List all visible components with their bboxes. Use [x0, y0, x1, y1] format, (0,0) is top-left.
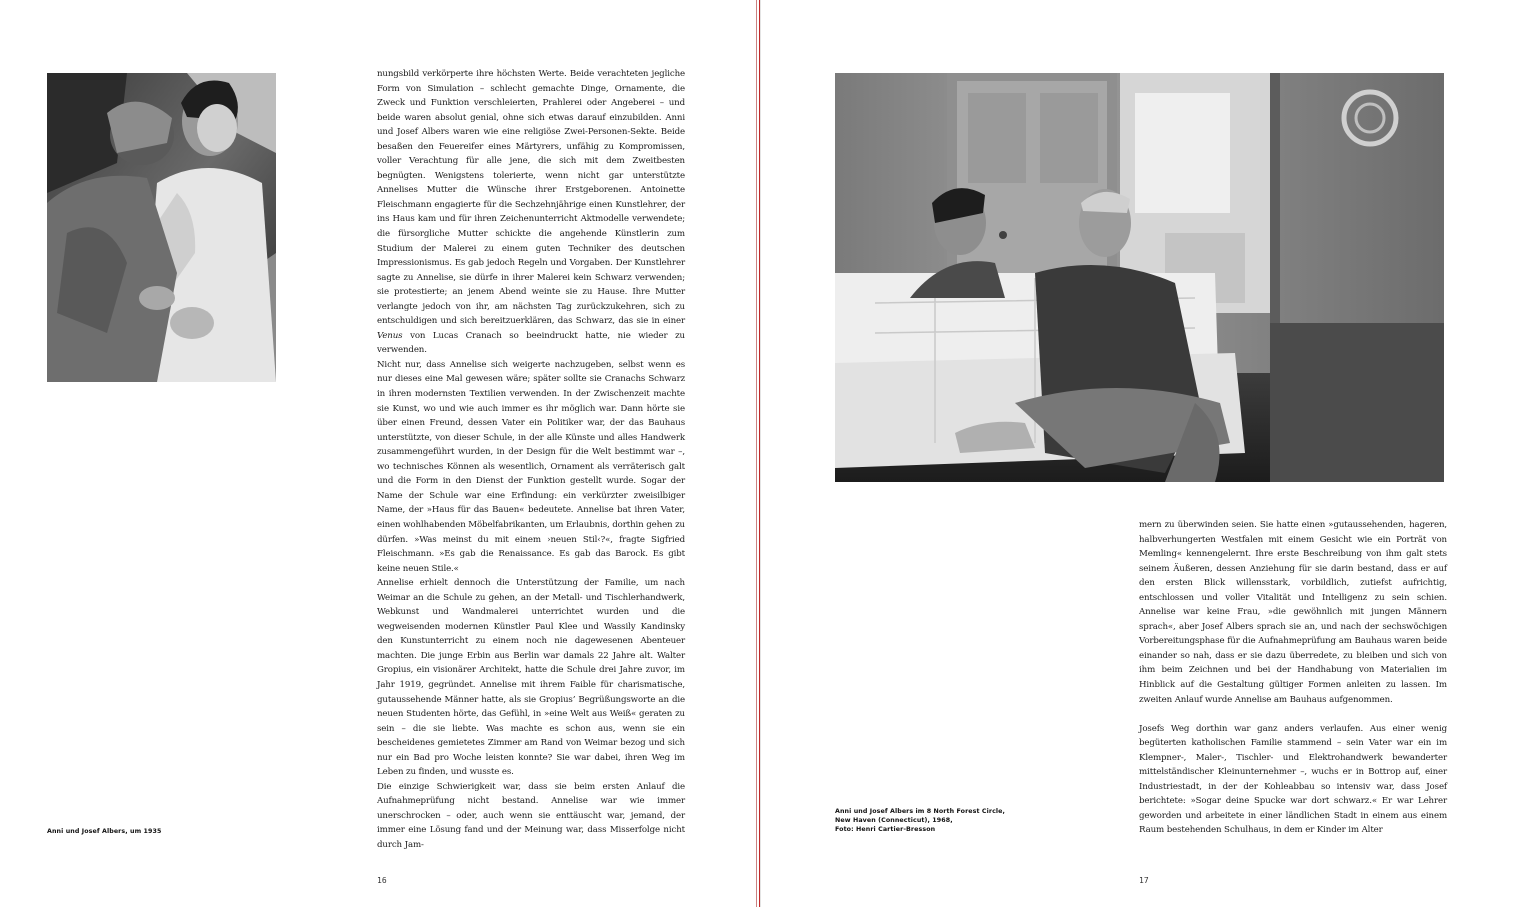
paragraph-right-1: mern zu überwinden seien. Sie hatte einen »gutaussehenden, hageren, halbverhungerten Westfalen mit einem Gesicht wie ein Porträt von Memling« kennengelernt. Ihre erste Beschreibung von ihm galt stets seinem Äußeren, dessen Anziehung für sie darin bestand, dass er auf den ersten Blick willensstark, vorbildlich, zutiefst aufrichtig, entschlossen und voller Vitalität und Intelligenz zu sein schien. Annelise war keine Frau, »die gewöhnlich mit jungen Männern sprach«, aber Josef Albers sprach sie an, und nach der sechswöchigen Vorbereitungsphase für die Aufnahmeprüfung am Bauhaus waren beide einander so nah, dass er sie dazu überredete, zu bleiben und sich von ihm beim Zeichnen und bei der Handhabung von Materialien im Hinblick auf die Gestaltung gültiger Formen anleiten zu lassen. Im zweiten Anlauf wurde Annelise am Bauhaus aufgenommen.: [1139, 520, 1447, 705]
body-text-left: [377, 67, 685, 853]
paragraph-spacer: [1139, 707, 1447, 722]
italic-venus: Venus: [377, 330, 403, 341]
paragraph-right-2: Josefs Weg dorthin war ganz anders verlaufen. Aus einer wenig begüterten katholischen Familie stammend – sein Vater war ein im Klempner-, Maler-, Tischler- und Elektrohandwerk bewanderter mittelständischer Kleinunternehmer –, wuchs er in Bottrop auf, einer Industriestadt, in der der Kohleabbau so intensiv war, dass Josef berichtete: »Sogar deine Spucke war dort schwarz.« Er war Lehrer geworden und arbeitete in einer ländlichen Stadt in einem aus einem Raum bestehenden Schulhaus, in dem er Kinder im Alter: [1139, 723, 1447, 836]
paragraph-left-3: Annelise erhielt dennoch die Unterstützung der Familie, um nach Weimar an die Schule zu gehen, an der Metall- und Tischlerhandwerk, Webkunst und Wandmalerei unterrichtet wurden und die wegweisenden modernen Künstler Paul Klee und Wassily Kandinsky den Kunstunterricht zu einem noch nie dagewesenen Abenteuer machten. Die junge Erbin aus Berlin war damals 22 Jahre alt. Walter Gropius, ein visionärer Architekt, hatte die Schule drei Jahre zuvor, im Jahr 1919, gegründet. Annelise mit ihrem Faible für charismatische, gutaussehende Männer hatte, als sie Gropius’ Begrüßungsworte an die neuen Studenten hörte, das Gefühl, in »eine Welt aus Weiß« geraten zu sein – die sie liebte. Was machte es schon aus, wenn sie ein bescheidenes gemietetes Zimmer am Rand von Weimar bezog und sich nur ein Bad pro Woche leisten konnte? Sie war dabei, ihren Weg im Leben zu finden, und wusste es.: [377, 578, 685, 778]
photo-anni-josef-embrace: [47, 73, 276, 382]
body-text-right: [1139, 518, 1447, 838]
paragraph-left-1: nungsbild verkörperte ihre höchsten Werte. Beide verachteten jegliche Form von Simulation – schlecht gemachte Dinge, Ornamente, die Zweck und Funktion verschleierten, Prahlerei oder Angeberei – und beide waren absolut genial, ohne sich etwas darauf einzubilden. Anni und Josef Albers waren wie eine religiöse Zwei-Personen-Sekte. Beide besaßen den Feuereifer eines Märtyrers, unfähig zu Kompromissen, voller Verachtung für alle jene, die sich mit dem Zweitbesten begnügten. Wenigstens tolerierte, wenn nicht gar unterstützte Annelises Mutter die Wünsche ihrer Erstgeborenen. Antoinette Fleischmann engagierte für die Sechzehnjährige einen Kunstlehrer, der ins Haus kam und für ihren Zeichenunterricht Aktmodelle verwendete; die fürsorgliche Mutter schickte die angehende Künstlerin zum Studium der Malerei zu einem guten Techniker des deutschen Impressionismus. Es gab jedoch Regeln und Vorgaben. Der Kunstlehrer sagte zu Annelise, sie dürfe in ihrer Malerei kein Schwarz verwenden; sie protestierte; an jenem Abend weinte sie zu Hause. Ihre Mutter verlangte jedoch von ihr, am nächsten Tag zurückzukehren, sich zu entschuldigen und sich bereitzuerklären, das Schwarz, das sie in einer Venus von Lucas Cranach so beeindruckt hatte, nie wieder zu verwenden.: [377, 69, 685, 356]
photo-caption-left: Anni und Josef Albers, um 1935: [47, 828, 162, 835]
paragraph-left-2: Nicht nur, dass Annelise sich weigerte nachzugeben, selbst wenn es nur dieses eine Mal gewesen wäre; später sollte sie Cranachs Schwarz in ihren modernsten Textilien verwenden. In der Zwischenzeit machte sie Kunst, wo und wie auch immer es ihr möglich war. Dann hörte sie über einen Freund, dessen Vater ein Politiker war, der das Bauhaus unterstützte, von dieser Schule, in der alle Künste und alles Handwerk zusammengeführt wurden, in der Design für die Welt bestimmt war –, wo technisches Können als wesentlich, Ornament als verräterisch galt und die Form in den Dienst der Funktion gestellt wurde. Sogar der Name der Schule war eine Erfindung: ein verkürzter zweisilbiger Name, der »Haus für das Bauen« bedeutete. Annelise bat ihren Vater, einen wohlhabenden Möbelfabrikanten, um Erlaubnis, dorthin gehen zu dürfen. »Was meinst du mit einem ›neuen Stil‹?«, fragte Sigfried Fleischmann. »Es gab die Renaissance. Es gab das Barock. Es gibt keine neuen Stile.«: [377, 359, 685, 574]
caption-line-1: Anni und Josef Albers im 8 North Forest Circle,: [835, 808, 1006, 815]
paragraph-left-4: Die einzige Schwierigkeit war, dass sie beim ersten Anlauf die Aufnahmeprüfung nicht bestand. Annelise war wie immer unerschrocken – oder, auch wenn sie enttäuscht war, jemand, der immer eine Lösung fand und der Meinung war, dass Misserfolge nicht durch Jam-: [377, 781, 685, 850]
caption-line-3: Foto: Henri Cartier-Bresson: [835, 826, 936, 833]
page-number-left: 16: [377, 876, 387, 885]
photo-caption-right: [835, 807, 1035, 834]
caption-line-2: New Haven (Connecticut), 1968,: [835, 817, 953, 824]
book-gutter: [756, 0, 761, 907]
page-number-right: 17: [1139, 876, 1149, 885]
photo-albers-living-room: [835, 73, 1444, 482]
